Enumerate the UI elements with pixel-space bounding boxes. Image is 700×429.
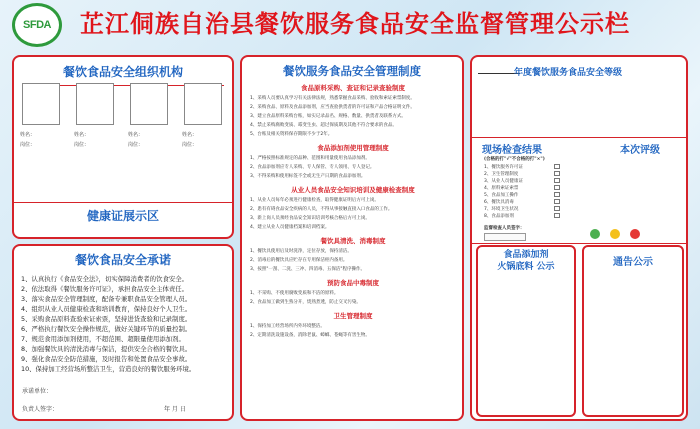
smile-green-icon (590, 229, 600, 239)
check-box[interactable] (554, 192, 560, 197)
check-row (484, 205, 560, 212)
check-box[interactable] (554, 213, 560, 218)
check-item-label: 8、食品添加剂 (484, 213, 514, 219)
check-title: 现场检查结果 (482, 145, 542, 156)
check-row (484, 163, 560, 170)
check-item-label: 3、从业人员健康证 (484, 178, 523, 184)
rule-line: 2、食品加工做到生熟分开，烧熟煮透，防止交叉污染。 (250, 300, 361, 305)
rule-heading: 预防食品中毒制度 (327, 279, 379, 287)
check-note: (合格的打"√"不合格的打"×") (484, 157, 545, 162)
name-label: 姓名： (128, 132, 144, 138)
rule-line: 3、新上岗人员须经食品安全知识培训考核合格后方可上岗。 (250, 216, 370, 221)
rule-line: 2、采购食品、原料及食品添加剂，应当查验供货者的许可证和产品合格证明文件。 (250, 105, 415, 110)
rules-title: 餐饮服务食品安全管理制度 (283, 64, 421, 78)
photo-slot (22, 83, 60, 125)
rule-line: 1、采购人员要认真学习有关法律法规，熟悉掌握食品采购、验收和索证索票制度。 (250, 96, 415, 101)
notice-box (582, 245, 684, 417)
commit-item: 3、落实食品安全管理制度，配备专兼职食品安全管理人员。 (21, 295, 192, 303)
photo-slot (130, 83, 168, 125)
rule-heading: 从业人员食品安全知识培训及健康检查制度 (291, 186, 415, 194)
notice-title: 通告公示 (613, 257, 653, 268)
sfda-logo (12, 3, 62, 47)
check-box[interactable] (554, 185, 560, 190)
org-panel (12, 55, 234, 239)
rule-line: 1、严格按照标准规定的品种、范围和用量使用食品添加剂。 (250, 156, 370, 161)
signer-label: 负责人签字： (22, 406, 59, 413)
org-title: 餐饮食品安全组织机构 (62, 65, 183, 79)
commit-item: 5、采购食品原料查验索证索票，坚持进货查验和记录制度。 (21, 315, 192, 323)
inspector-label: 监督检查人员签字： (484, 226, 525, 231)
rule-line: 4、建立从业人员健康档案和培训档案。 (250, 225, 330, 230)
commit-list (21, 274, 226, 374)
check-box[interactable] (554, 164, 560, 169)
check-box[interactable] (554, 206, 560, 211)
commit-item: 9、强化食品安全防范措施，及时报告和处置食品安全事故。 (21, 355, 192, 363)
check-box[interactable] (554, 171, 560, 176)
post-label: 岗位： (20, 142, 36, 148)
grade-panel (470, 55, 688, 421)
divider (14, 202, 232, 203)
frown-red-icon (630, 229, 640, 239)
commit-title: 餐饮食品安全承诺 (74, 253, 171, 267)
rating-faces (590, 229, 640, 239)
rating-title: 本次评级 (620, 145, 660, 156)
rule-line: 1、不采购、不使用腐败变质和不洁的原料。 (250, 291, 339, 296)
rule-line: 2、患有有碍食品安全疾病的人员，不得从事接触直接入口食品的工作。 (250, 207, 393, 212)
commit-item: 8、加强餐饮具的清洗消毒与保洁，提供安全合格的餐饮具。 (21, 345, 192, 353)
commit-item: 4、组织从业人员健康检查和培训教育，保持良好个人卫生。 (21, 305, 192, 313)
rule-line: 1、餐饮具使用后及时洗净，定位存放，保持清洁。 (250, 249, 352, 254)
rule-heading: 食品原料采购、查证和记录查验制度 (301, 84, 405, 92)
check-item-label: 7、环境卫生状况 (484, 206, 519, 212)
rule-line: 3、不得采购和使用标签不全或无生产日期的食品添加剂。 (250, 174, 366, 179)
check-row (484, 177, 560, 184)
name-label: 姓名： (182, 132, 198, 138)
photo-slot (76, 83, 114, 125)
additive-box (476, 245, 576, 417)
rules-panel (240, 55, 464, 421)
rules-body (250, 83, 456, 340)
divider (472, 137, 686, 138)
health-title: 健康证展示区 (86, 209, 159, 223)
check-list (484, 163, 560, 219)
check-item-label: 2、卫生管理制度 (484, 171, 519, 177)
rule-heading: 餐饮具清洗、消毒制度 (320, 237, 386, 245)
smile-yellow-icon (610, 229, 620, 239)
check-row (484, 198, 560, 205)
commit-panel (12, 244, 234, 421)
commit-item: 1、认真执行《食品安全法》，切实保障消费者的饮食安全。 (21, 275, 189, 283)
post-label: 岗位： (182, 142, 198, 148)
rule-heading: 食品添加剂使用管理制度 (317, 144, 389, 152)
date-label: 年 月 日 (164, 406, 186, 413)
unit-label: 承诺单位： (22, 388, 53, 395)
rule-line: 5、台账及相关资料保存期限不少于2年。 (250, 132, 333, 137)
name-label: 姓名： (74, 132, 90, 138)
rule-line: 3、按照"一刮、二洗、三冲、四消毒、五保洁"程序操作。 (250, 267, 366, 272)
check-item-label: 1、餐饮服务许可证 (484, 164, 523, 170)
rule-line: 1、保持加工经营场所内外环境整洁。 (250, 324, 325, 329)
commit-item: 2、依法取得《餐饮服务许可证》，承担食品安全主体责任。 (21, 285, 189, 293)
additive-title: 食品添加剂 火锅底料 公示 (497, 250, 555, 272)
post-label: 岗位： (74, 142, 90, 148)
divider (472, 243, 686, 244)
rule-line: 2、消毒后的餐饮具应贮存在专用保洁柜内备用。 (250, 258, 348, 263)
post-label: 岗位： (128, 142, 144, 148)
commit-item: 7、规范食用添加剂使用，不超范围、超限量使用添加剂。 (21, 335, 185, 343)
signature-field[interactable] (484, 233, 526, 241)
rule-line: 1、从业人员每年必须进行健康检查，取得健康证明后方可上岗。 (250, 198, 379, 203)
check-row (484, 191, 560, 198)
check-row (484, 170, 560, 177)
commit-item: 6、严格执行餐饮安全操作规范，做好关键环节的质量控制。 (21, 325, 192, 333)
grade-title: 年度餐饮服务食品安全等级 (514, 68, 623, 78)
check-row (484, 212, 560, 219)
check-item-label: 4、原料索证索票 (484, 185, 519, 191)
rule-line: 2、定期清洗设施设备，消除老鼠、蟑螂、苍蝇等有害生物。 (250, 333, 370, 338)
page-title: 芷江侗族自治县餐饮服务食品安全监督管理公示栏 (80, 10, 630, 38)
rule-line: 2、食品添加剂应专人采购、专人保管、专人领用、专人登记。 (250, 165, 375, 170)
rule-line: 3、建立食品原料采购台账，如实记录品名、规格、数量、供货者及联系方式。 (250, 114, 406, 119)
logo-text: SFDA (23, 19, 51, 31)
rule-heading: 卫生管理制度 (333, 312, 373, 320)
photo-slot (184, 83, 222, 125)
check-row (484, 184, 560, 191)
check-item-label: 5、食品加工操作 (484, 192, 519, 198)
rule-line: 4、禁止采购腐败变质、霉变生虫、超过保质期及其他不符合要求的食品。 (250, 123, 397, 128)
check-box[interactable] (554, 199, 560, 204)
check-box[interactable] (554, 178, 560, 183)
name-label: 姓名： (20, 132, 36, 138)
commit-item: 10、保持加工经营场所整洁卫生，营造良好的餐饮服务环境。 (21, 365, 196, 373)
check-item-label: 6、餐饮具消毒 (484, 199, 514, 205)
